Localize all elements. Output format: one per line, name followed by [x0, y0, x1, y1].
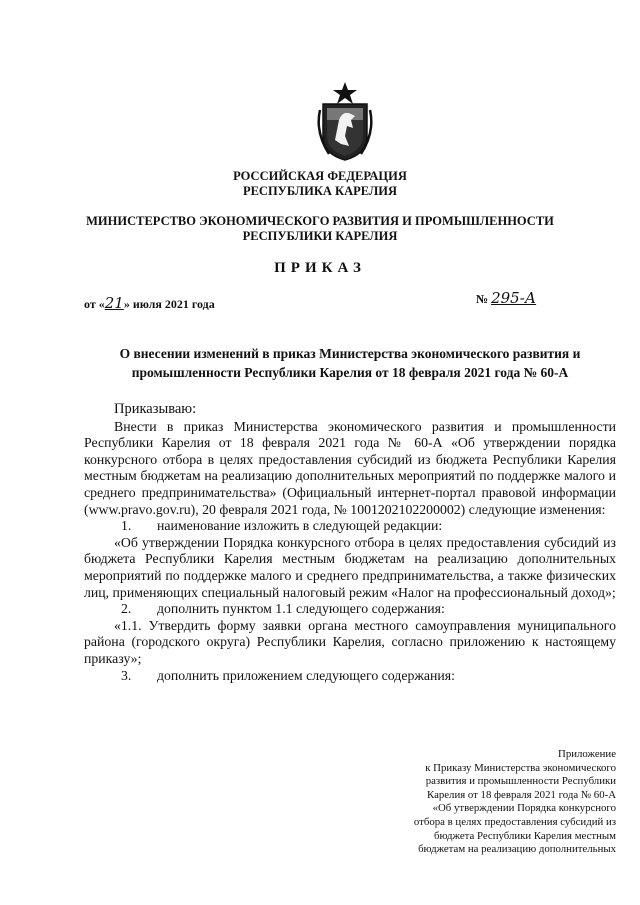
- ministry-heading-line1: МИНИСТЕРСТВО ЭКОНОМИЧЕСКОГО РАЗВИТИЯ И ПРОМЫШЛЕННОСТИ: [86, 214, 554, 228]
- appendix-line: бюджетам на реализацию дополнительных: [418, 843, 616, 856]
- order-word: Приказываю:: [114, 401, 197, 417]
- item-1: [84, 518, 616, 535]
- appendix-line: Карелия от 18 февраля 2021 года № 60-А: [427, 788, 616, 801]
- ministry-heading-line2: РЕСПУБЛИКИ КАРЕЛИЯ: [242, 229, 398, 243]
- country-heading: РОССИЙСКАЯ ФЕДЕРАЦИЯ: [233, 169, 407, 183]
- item-3-text: дополнить приложением следующего содержания:: [157, 667, 455, 683]
- order-body: [84, 401, 616, 684]
- item-3: [84, 668, 616, 685]
- item-2: [84, 601, 616, 618]
- appendix-line: Приложение: [558, 748, 616, 760]
- document-type-title: ПРИКАЗ: [274, 260, 366, 276]
- item-1-number: 1.: [121, 518, 132, 534]
- item-1-text: наименование изложить в следующей редакции:: [157, 518, 443, 534]
- item-2-number: 2.: [121, 601, 132, 617]
- item-2-quote: «1.1. Утвердить форму заявки органа местного самоуправления муниципального района (городского округа) Республики Карелия, согласно приложению к настоящему приказу»;: [84, 617, 616, 666]
- item-3-number: 3.: [121, 667, 132, 683]
- appendix-line: отбора в целях предоставления субсидий из: [413, 815, 616, 828]
- date-prefix: от «: [84, 297, 105, 311]
- appendix-line: развития и промышленности Республики: [425, 775, 616, 788]
- order-number: [476, 289, 536, 307]
- item-2-text: дополнить пунктом 1.1 следующего содержания:: [157, 601, 445, 617]
- order-subject: О внесении изменений в приказ Министерства экономического развития и промышленности Республики Карелия от 18 февраля 2021 года № 60-А: [119, 346, 581, 380]
- number-prefix: №: [476, 292, 489, 306]
- intro-paragraph: Внести в приказ Министерства экономического развития и промышленности Республики Карелия от 18 февраля 2021 года № 60-А «Об утверждении порядка конкурсного отбора в целях предоставления субсидий из бюджета Республики Карелия местным бюджетам на реализацию дополнительных мероприятий по поддержке малого и среднего предпринимательства» (Официальный интернет-портал правовой информации (www.pravo.gov.ru), 20 февраля 2021 года, № 1001202102200002) следующие изменения:: [84, 418, 616, 517]
- appendix-heading: [366, 748, 616, 857]
- appendix-line: бюджета Республики Карелия местным: [434, 829, 616, 842]
- date-rest: » июля 2021 года: [123, 297, 215, 311]
- appendix-line: к Приказу Министерства экономического: [425, 761, 616, 774]
- coat-of-arms-emblem: [317, 80, 373, 162]
- handwritten-day: 21: [104, 294, 124, 312]
- order-date: [84, 294, 215, 312]
- handwritten-number: 295-А: [491, 289, 537, 307]
- appendix-line: «Об утверждении Порядка конкурсного: [432, 802, 616, 815]
- item-1-quote: «Об утверждении Порядка конкурсного отбора в целях предоставления субсидий из бюджета Республики Карелия местным бюджетам на реализацию дополнительных мероприятий по поддержке малого и среднего предпринимательства, а также физических лиц, применяющих специальный налоговый режим «Налог на профессиональный доход»;: [84, 534, 616, 600]
- republic-heading: РЕСПУБЛИКА КАРЕЛИЯ: [242, 184, 398, 198]
